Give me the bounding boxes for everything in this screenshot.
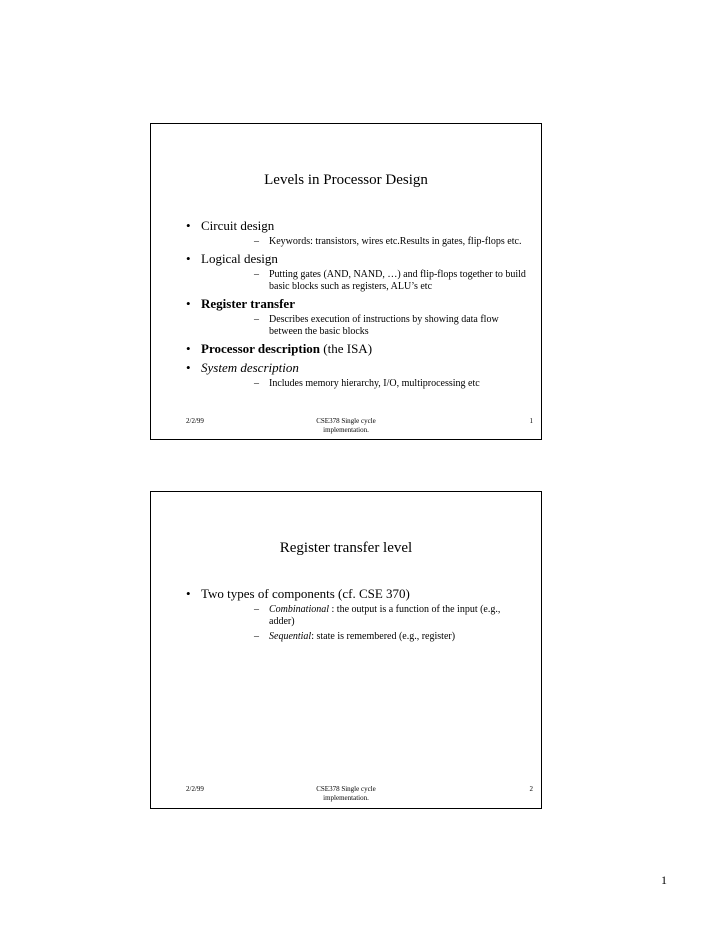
sub-bullet-text: Putting gates (AND, NAND, …) and flip-flops together to build basic blocks such as registers, ALU’s etc [269,269,526,292]
dash-icon: – [254,604,259,615]
footer-date: 2/2/99 [186,785,204,793]
sub-bullet-circuit [201,236,541,248]
footer-course [151,785,541,803]
bullet-text: Circuit design [201,218,275,233]
footer-course-line1: CSE378 Single cycle [316,785,376,793]
bullet-dot-icon: • [186,251,191,266]
bullet-register-transfer [151,296,541,338]
page-number: 1 [661,873,667,887]
bullet-text: System description [201,360,299,375]
footer-course [151,417,541,435]
sub-bullet-logical [201,269,541,293]
slide-2 [150,491,542,809]
slide-1 [150,123,542,440]
sub-bullet-term: Combinational [269,604,330,615]
bullet-two-types [151,586,541,643]
slide-1-bullet-list [151,218,541,393]
footer-course-line1: CSE378 Single cycle [316,417,376,425]
bullet-text-bold: Processor description [201,341,321,356]
dash-icon: – [254,236,259,247]
sub-bullet-register [201,314,541,338]
sub-bullet-system [201,378,541,390]
bullet-dot-icon: • [186,360,191,375]
bullet-logical-design [151,251,541,293]
bullet-system-description [151,360,541,390]
sub-bullet-text: Keywords: transistors, wires etc.Results in gates, flip-flops etc. [269,236,522,247]
bullet-dot-icon: • [186,586,191,601]
dash-icon: – [254,269,259,280]
footer-date: 2/2/99 [186,417,204,425]
bullet-text: Logical design [201,251,278,266]
sub-bullet-combinational [201,604,541,628]
sub-bullet-term: Sequential [269,631,312,642]
bullet-dot-icon: • [186,218,191,233]
bullet-circuit-design [151,218,541,248]
bullet-text-rest: (the ISA) [320,341,373,356]
bullet-dot-icon: • [186,296,191,311]
footer-slide-number: 1 [529,417,533,425]
sub-bullet-text: : state is remembered (e.g., register) [311,631,456,642]
slide-2-title: Register transfer level [279,540,413,556]
slide-1-title: Levels in Processor Design [264,172,428,188]
sub-bullet-text: Describes execution of instructions by showing data flow between the basic blocks [269,314,499,337]
dash-icon: – [254,314,259,325]
sub-bullet-sequential [201,631,541,643]
sub-bullet-text: : the output is a function of the input (e.g., adder) [269,604,501,627]
sub-bullet-text: Includes memory hierarchy, I/O, multiprocessing etc [269,378,480,389]
footer-slide-number: 2 [529,785,533,793]
bullet-dot-icon: • [186,341,191,356]
footer-course-line2: implementation. [323,426,369,434]
slide-2-bullet-list [151,586,541,646]
bullet-processor-description [151,341,541,357]
dash-icon: – [254,378,259,389]
bullet-text: Register transfer [201,296,295,311]
footer-course-line2: implementation. [323,794,369,802]
bullet-text: Two types of components (cf. CSE 370) [201,586,410,601]
dash-icon: – [254,631,259,642]
